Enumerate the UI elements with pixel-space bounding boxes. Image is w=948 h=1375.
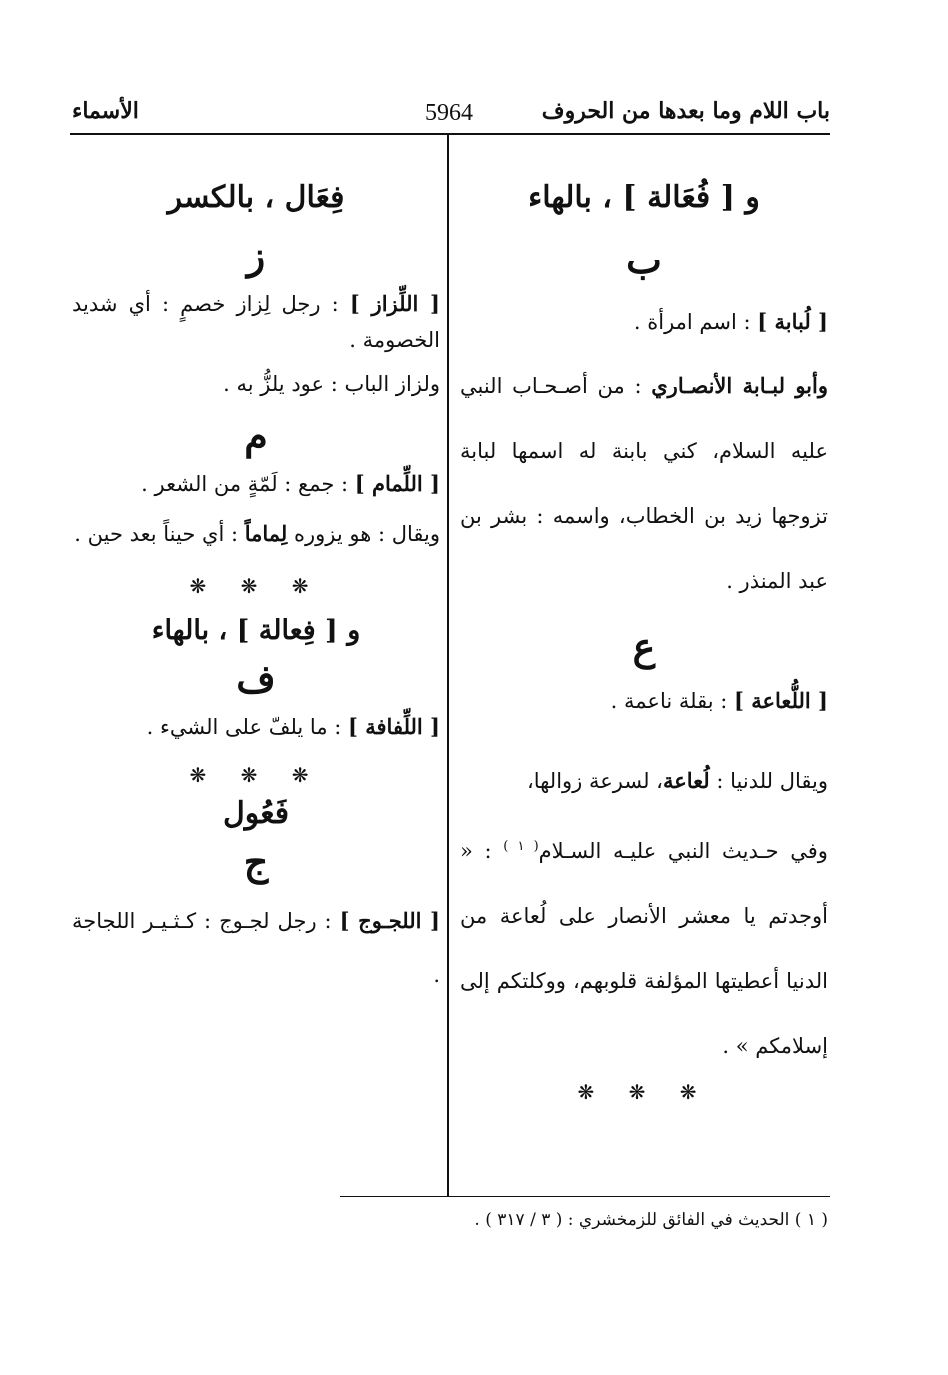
column-divider [447, 134, 449, 1197]
section-title: الأسماء [72, 98, 139, 124]
section-divider-stars: ❋ ❋ ❋ [577, 1079, 711, 1104]
letter-zay: ز [246, 233, 266, 278]
entry-luaa-text: : بقلة ناعمة . [610, 689, 728, 714]
letter-ain: ع [632, 623, 656, 669]
entry-bab: ولزاز الباب : عود يلزُّ به . [223, 372, 440, 397]
entry-yazur [72, 513, 440, 555]
entry-dunya [460, 748, 828, 1079]
left-heading-3: فَعُول [222, 795, 290, 831]
letter-fa: ف [236, 655, 276, 701]
entry-dunya-text1: ويقال للدنيا : [709, 768, 828, 793]
entry-yazur-term: لِماماً [244, 520, 288, 546]
entry-lajuj-text: : رجل لجـوج : كـثـيـر اللجاجة . [72, 909, 440, 988]
entry-limam-text: : جمع : لَمّةٍ من الشعر . [141, 472, 349, 497]
left-heading: فِعَال ، بالكسر [167, 180, 345, 215]
footnote-rule [340, 1196, 830, 1197]
entry-lubaba [460, 306, 828, 339]
footnote: ( ١ ) الحديث في الفائق للزمخشري : ( ٣ / ٣١٧ ) . [474, 1210, 828, 1230]
entry-luaa [460, 685, 828, 718]
entry-lifafa-term: [ اللِّفافة ] [348, 714, 440, 740]
entry-lifafa [72, 711, 440, 744]
section-divider-stars-1: ❋ ❋ ❋ [189, 573, 323, 598]
entry-yazur-text2: : أي حيناً بعد حين . [74, 521, 245, 546]
left-column [72, 140, 440, 1002]
section-divider-stars-2: ❋ ❋ ❋ [189, 762, 323, 787]
entry-lajuj-term: [ اللجـوج ] [339, 908, 440, 934]
entry-dunya-term: لُعاعة [662, 767, 710, 793]
entry-lubaba-term: [ لُبابة ] [757, 309, 828, 335]
entry-abu-lubaba [460, 353, 828, 614]
right-column [460, 140, 828, 1105]
letter-ba: ب [626, 237, 662, 282]
left-heading-2: و [ فِعالة ] ، بالهاء [151, 614, 361, 646]
entry-dunya-text2: ، لسرعة زوالها، [526, 768, 663, 793]
letter-mim: م [244, 412, 268, 458]
entry-hadith-colon: : [484, 838, 504, 863]
letter-jim: ج [243, 838, 269, 884]
entry-limam-term: [ اللِّمام ] [354, 471, 440, 497]
entry-lubaba-text: : اسم امرأة . [633, 310, 751, 335]
entry-abu-term: وأبو لبـابة الأنصـاري [651, 372, 828, 398]
chapter-title: باب اللام وما بعدها من الحروف [541, 98, 830, 124]
entry-abu-text: : من أصـحـاب النبي عليه السلام، كني بابنة له اسمها لبابة تزوجها زيد بن الخطاب، واسمه : بشر بن عبد المنذر . [460, 373, 828, 593]
entry-lizaz-text: : رجل لِزاز خصمٍ : أي شديد الخصومة . [72, 292, 440, 353]
entry-lifafa-text: : ما يلفّ على الشيء . [146, 715, 342, 740]
entry-lajuj [72, 894, 440, 1002]
page-number: 5964 [425, 100, 473, 126]
entry-quote: « أوجدتم يا معشر الأنصار على لُعاعة من الدنيا أعطيتها المؤلفة قلوبهم، ووكلتكم إلى إسلامكم » . [460, 838, 828, 1058]
entry-yazur-text1: ويقال : هو يزوره [287, 521, 440, 546]
footnote-marker: ( ١ ) [503, 838, 539, 854]
entry-hadith-text: وفي حـديث النبي عليـه السـلام [538, 838, 828, 863]
entry-luaa-term: [ اللُّعاعة ] [734, 688, 828, 714]
entry-limam [72, 468, 440, 501]
entry-lizaz-term: [ اللِّزاز ] [349, 291, 440, 317]
right-heading: و [ فُعَالة ] ، بالهاء [528, 180, 760, 215]
entry-lizaz [72, 286, 440, 358]
header-rule [70, 133, 830, 135]
